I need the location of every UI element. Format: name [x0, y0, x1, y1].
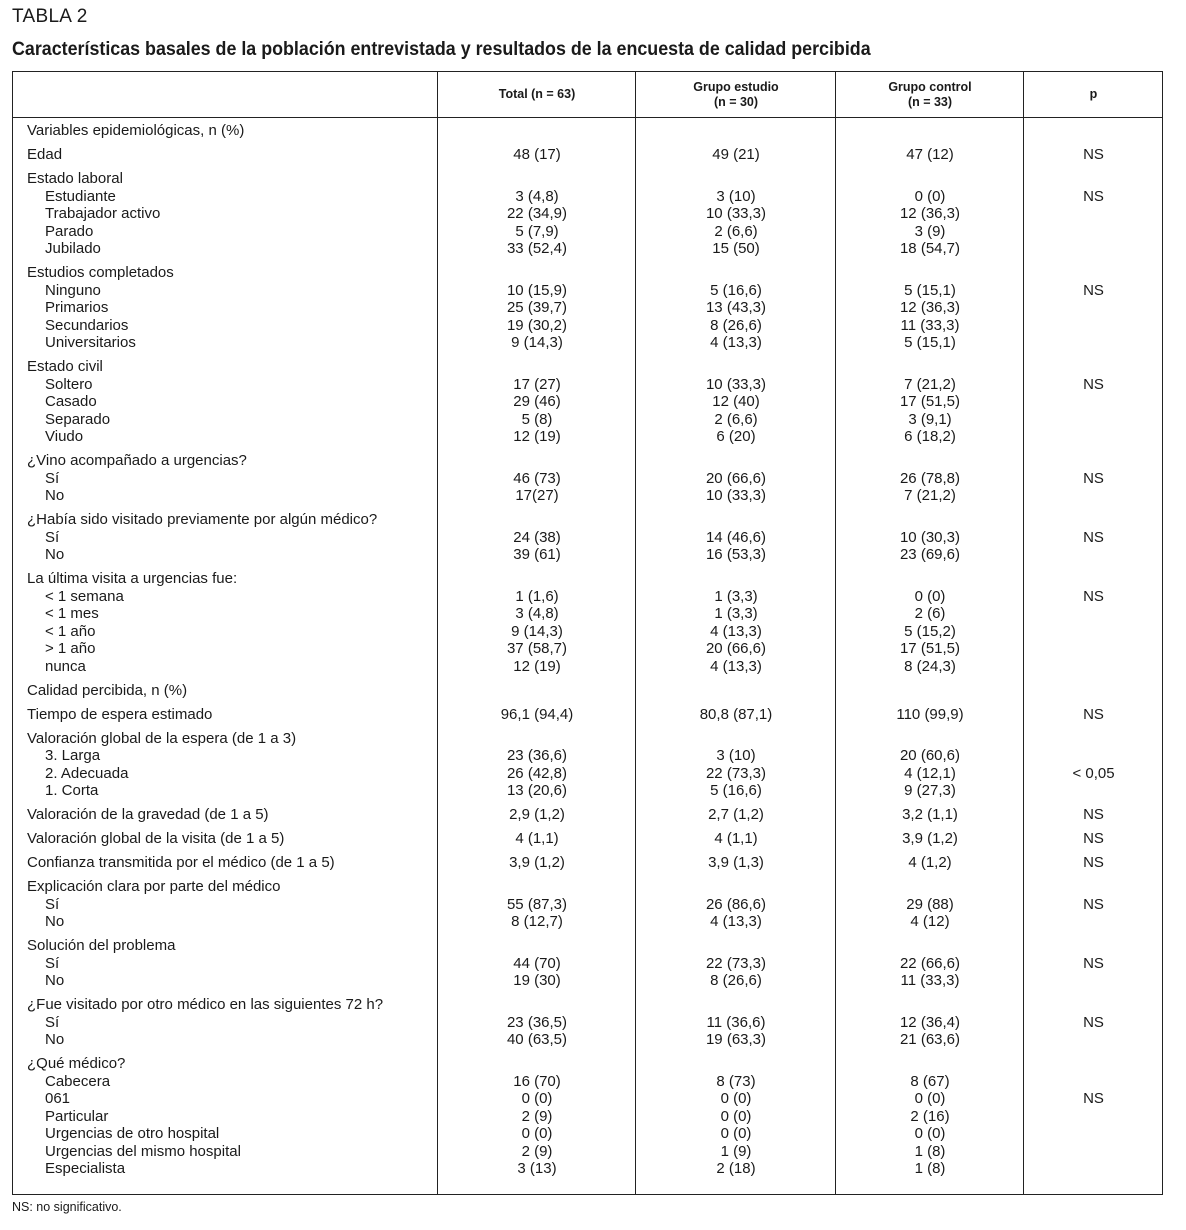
cell-p-value: NS [1083, 469, 1104, 487]
table-row [13, 122, 1162, 140]
cell-total: 16 (70) [513, 1072, 561, 1090]
cell-p-value: NS [1083, 806, 1104, 823]
cell-grupo-estudio: 3 (10) [716, 187, 756, 205]
row-label: 2. Adecuada [45, 764, 129, 782]
row-label: Urgencias de otro hospital [45, 1125, 220, 1142]
table-row [13, 170, 1162, 188]
row-label: Casado [45, 393, 97, 410]
cell-total: 29 (46) [513, 393, 561, 410]
cell-grupo-control: 7 (21,2) [904, 487, 956, 504]
table-row [13, 747, 1162, 765]
table-row [13, 146, 1162, 164]
cell-grupo-estudio: 20 (66,6) [705, 640, 767, 657]
row-label: Calidad percibida, n (%) [27, 681, 188, 699]
table-row [13, 1125, 1162, 1143]
cell-grupo-control: 11 (33,3) [900, 972, 960, 989]
cell-grupo-estudio: 5 (16,6) [710, 782, 762, 799]
header-total [439, 72, 635, 117]
cell-grupo-control: 23 (69,6) [899, 546, 961, 563]
table-row [13, 972, 1162, 990]
cell-total: 17 (27) [513, 375, 561, 393]
cell-grupo-control: 0 (0) [914, 187, 946, 205]
cell-total: 3 (13) [517, 1160, 557, 1177]
cell-total: 0 (0) [521, 1090, 553, 1107]
row-label: Viudo [45, 428, 84, 445]
cell-grupo-estudio: 0 (0) [720, 1107, 752, 1125]
row-label: Urgencias del mismo hospital [45, 1142, 241, 1160]
row-label: ¿Qué médico? [27, 1055, 126, 1072]
cell-grupo-control: 26 (78,8) [899, 469, 961, 487]
table-row [13, 682, 1162, 700]
table-row [13, 393, 1162, 411]
header-grupo-estudio [637, 72, 835, 117]
cell-grupo-estudio: 0 (0) [720, 1125, 752, 1142]
cell-total: 4 (1,1) [515, 830, 559, 847]
cell-grupo-control: 0 (0) [914, 1125, 946, 1142]
header-grupo-control [837, 72, 1023, 117]
row-label: No [45, 913, 65, 930]
cell-grupo-control: 6 (18,2) [904, 428, 956, 445]
row-label: Estado laboral [27, 170, 123, 187]
cell-grupo-control: 20 (60,6) [899, 747, 961, 764]
table-row [13, 706, 1162, 724]
table-row [13, 411, 1162, 429]
cell-total: 2 (9) [521, 1107, 553, 1125]
row-label: Soltero [45, 375, 93, 393]
row-label: Trabajador activo [45, 205, 161, 222]
cell-grupo-control: 22 (66,6) [899, 954, 961, 972]
cell-total: 10 (15,9) [506, 281, 568, 299]
cell-total: 5 (7,9) [515, 222, 559, 240]
table-row [13, 955, 1162, 973]
cell-p-value: NS [1083, 281, 1104, 299]
cell-total: 12 (19) [513, 428, 561, 445]
row-label: Estudiante [45, 187, 116, 205]
table-row [13, 878, 1162, 896]
row-label: 3. Larga [45, 747, 101, 764]
cell-total: 1 (1,6) [515, 587, 559, 605]
table-row [13, 376, 1162, 394]
cell-grupo-estudio: 1 (9) [720, 1142, 752, 1160]
cell-grupo-control: 2 (16) [910, 1107, 950, 1125]
cell-total: 5 (8) [521, 410, 553, 428]
table-row [13, 1073, 1162, 1091]
cell-total: 3 (4,8) [515, 187, 559, 205]
cell-total: 2,9 (1,2) [509, 806, 565, 823]
table-row [13, 765, 1162, 783]
cell-grupo-control: 4 (1,2) [908, 854, 952, 871]
cell-total: 23 (36,6) [506, 747, 568, 764]
table-row [13, 913, 1162, 931]
table-row [13, 264, 1162, 282]
row-label: < 1 año [45, 622, 96, 640]
row-label: ¿Vino acompañado a urgencias? [27, 452, 247, 469]
cell-grupo-control: 21 (63,6) [899, 1031, 961, 1048]
cell-grupo-control: 11 (33,3) [900, 316, 960, 334]
cell-p-value: NS [1083, 528, 1104, 546]
cell-grupo-estudio: 12 (40) [712, 393, 760, 410]
cell-grupo-control: 17 (51,5) [899, 393, 961, 410]
cell-grupo-control: 3,9 (1,2) [902, 830, 958, 847]
cell-grupo-estudio: 19 (63,3) [705, 1031, 767, 1048]
cell-total: 3,9 (1,2) [509, 854, 565, 871]
row-label: Confianza transmitida por el médico (de 1 a 5) [27, 854, 335, 871]
row-label: 061 [45, 1090, 71, 1107]
row-label: Variables epidemiológicas, n (%) [27, 122, 245, 139]
cell-grupo-estudio: 4 (13,3) [710, 334, 762, 351]
row-label: ¿Había sido visitado previamente por algún médico? [27, 511, 378, 528]
header-total-label: Total (n = 63) [498, 87, 576, 101]
row-label: No [45, 546, 65, 563]
cell-grupo-estudio: 15 (50) [712, 240, 760, 257]
table-row [13, 830, 1162, 848]
table-row [13, 223, 1162, 241]
cell-grupo-estudio: 3 (10) [716, 747, 756, 764]
table-row [13, 658, 1162, 676]
cell-p-value: NS [1083, 375, 1104, 393]
cell-grupo-estudio: 4 (1,1) [714, 830, 758, 847]
cell-grupo-estudio: 2 (6,6) [714, 222, 758, 240]
header-p-value [1025, 72, 1162, 117]
cell-grupo-estudio: 2,7 (1,2) [708, 806, 764, 823]
cell-grupo-estudio: 22 (73,3) [705, 954, 767, 972]
cell-total: 22 (34,9) [506, 205, 568, 222]
row-label: Sí [45, 528, 60, 546]
table-row [13, 529, 1162, 547]
cell-grupo-estudio: 26 (86,6) [705, 895, 767, 913]
table-row [13, 623, 1162, 641]
cell-grupo-estudio: 0 (0) [720, 1090, 752, 1107]
cell-grupo-control: 18 (54,7) [899, 240, 961, 257]
cell-grupo-estudio: 8 (73) [716, 1072, 756, 1090]
header-grupo-estudio-line1: Grupo estudio [693, 79, 779, 94]
row-label: Estado civil [27, 358, 103, 375]
cell-total: 37 (58,7) [506, 640, 568, 657]
row-label: La última visita a urgencias fue: [27, 570, 238, 587]
cell-grupo-estudio: 10 (33,3) [705, 375, 767, 393]
table-title: Características basales de la población entrevistada y resultados de la encuesta de calidad percibida [12, 39, 871, 60]
table-row [13, 854, 1162, 872]
table-header [13, 72, 1162, 118]
row-label: Sí [45, 1013, 60, 1031]
cell-grupo-estudio: 6 (20) [716, 428, 756, 445]
cell-p-value: NS [1083, 1013, 1104, 1031]
cell-total: 0 (0) [521, 1125, 553, 1142]
cell-grupo-estudio: 2 (18) [716, 1160, 756, 1177]
cell-grupo-estudio: 10 (33,3) [705, 205, 767, 222]
footnote: NS: no significativo. [12, 1200, 122, 1214]
cell-total: 2 (9) [521, 1142, 553, 1160]
table-row [13, 299, 1162, 317]
cell-grupo-control: 29 (88) [906, 895, 954, 913]
header-grupo-control-line1: Grupo control [888, 79, 972, 94]
row-label: Jubilado [45, 240, 101, 257]
row-label: 1. Corta [45, 782, 99, 799]
cell-grupo-estudio: 1 (3,3) [714, 587, 758, 605]
cell-total: 17(27) [515, 487, 559, 504]
cell-grupo-control: 12 (36,4) [899, 1013, 961, 1031]
row-label: Secundarios [45, 316, 129, 334]
header-grupo-control-line2: (n = 33) [907, 94, 953, 109]
row-label: Universitarios [45, 334, 136, 351]
cell-grupo-control: 5 (15,2) [904, 622, 956, 640]
row-label: < 1 semana [45, 587, 124, 605]
cell-grupo-estudio: 22 (73,3) [705, 764, 767, 782]
row-label: Estudios completados [27, 264, 174, 281]
table-row [13, 334, 1162, 352]
cell-total: 46 (73) [513, 469, 561, 487]
cell-grupo-estudio: 5 (16,6) [710, 281, 762, 299]
table-row [13, 1014, 1162, 1032]
table-label: TABLA 2 [12, 6, 88, 27]
cell-grupo-control: 5 (15,1) [904, 281, 956, 299]
row-label: Especialista [45, 1160, 126, 1177]
cell-total: 55 (87,3) [506, 895, 568, 913]
cell-grupo-control: 12 (36,3) [899, 299, 961, 316]
cell-grupo-control: 9 (27,3) [904, 782, 956, 799]
table-row [13, 546, 1162, 564]
table-row [13, 782, 1162, 800]
table-row [13, 1108, 1162, 1126]
cell-p-value: NS [1083, 895, 1104, 913]
cell-total: 8 (12,7) [511, 913, 563, 930]
row-label: Edad [27, 146, 63, 163]
table-row [13, 1031, 1162, 1049]
row-label: Cabecera [45, 1072, 111, 1090]
cell-grupo-estudio: 10 (33,3) [705, 487, 767, 504]
cell-grupo-control: 1 (8) [914, 1142, 946, 1160]
cell-grupo-estudio: 4 (13,3) [710, 657, 762, 675]
table-row [13, 937, 1162, 955]
cell-grupo-control: 7 (21,2) [904, 375, 956, 393]
cell-grupo-control: 2 (6) [914, 605, 946, 622]
table-row [13, 511, 1162, 529]
cell-total: 23 (36,5) [506, 1013, 568, 1031]
row-label: Separado [45, 410, 111, 428]
cell-total: 9 (14,3) [511, 334, 563, 351]
row-label: Sí [45, 895, 60, 913]
row-label: > 1 año [45, 640, 96, 657]
cell-grupo-estudio: 4 (13,3) [710, 622, 762, 640]
table-row [13, 1090, 1162, 1108]
row-label: No [45, 1031, 65, 1048]
cell-grupo-estudio: 4 (13,3) [710, 913, 762, 930]
cell-p-value: NS [1083, 587, 1104, 605]
cell-total: 48 (17) [513, 146, 561, 163]
row-label: Valoración global de la espera (de 1 a 3) [27, 729, 297, 747]
cell-total: 33 (52,4) [506, 240, 568, 257]
cell-grupo-control: 1 (8) [914, 1160, 946, 1177]
cell-grupo-control: 4 (12) [910, 913, 950, 930]
row-label: < 1 mes [45, 605, 99, 622]
row-label: Solución del problema [27, 937, 176, 954]
table-row [13, 240, 1162, 258]
cell-grupo-control: 110 (99,9) [896, 705, 964, 723]
cell-total: 24 (38) [513, 528, 561, 546]
cell-grupo-control: 3,2 (1,1) [902, 806, 958, 823]
cell-p-value: NS [1083, 705, 1104, 723]
table-row [13, 487, 1162, 505]
table-row [13, 1055, 1162, 1073]
table-row [13, 640, 1162, 658]
cell-p-value: NS [1083, 854, 1104, 871]
cell-grupo-control: 3 (9) [914, 222, 946, 240]
header-grupo-estudio-line2: (n = 30) [713, 94, 759, 109]
table-row [13, 358, 1162, 376]
cell-grupo-estudio: 1 (3,3) [714, 605, 758, 622]
row-label: nunca [45, 657, 86, 675]
table-row [13, 1160, 1162, 1178]
table-row [13, 806, 1162, 824]
cell-grupo-estudio: 49 (21) [712, 146, 760, 163]
cell-total: 25 (39,7) [506, 299, 568, 316]
row-label: No [45, 487, 65, 504]
header-p-label: p [1089, 87, 1098, 101]
cell-p-value: < 0,05 [1072, 764, 1115, 782]
row-label: Valoración global de la visita (de 1 a 5) [27, 830, 285, 847]
cell-p-value: NS [1083, 1090, 1104, 1107]
table-row [13, 428, 1162, 446]
table-row [13, 205, 1162, 223]
row-label: ¿Fue visitado por otro médico en las siguientes 72 h? [27, 996, 384, 1013]
table-row [13, 605, 1162, 623]
table-row [13, 452, 1162, 470]
cell-total: 44 (70) [513, 954, 561, 972]
table-row [13, 470, 1162, 488]
cell-total: 26 (42,8) [506, 764, 568, 782]
cell-total: 39 (61) [513, 546, 561, 563]
cell-grupo-control: 0 (0) [914, 587, 946, 605]
table-row [13, 896, 1162, 914]
cell-p-value: NS [1083, 830, 1104, 847]
cell-grupo-estudio: 80,8 (87,1) [699, 705, 773, 723]
cell-total: 19 (30) [513, 972, 561, 989]
cell-grupo-control: 10 (30,3) [899, 528, 961, 546]
cell-grupo-control: 47 (12) [906, 146, 954, 163]
table-row [13, 996, 1162, 1014]
row-label: No [45, 972, 65, 989]
row-label: Tiempo de espera estimado [27, 705, 213, 723]
cell-grupo-control: 5 (15,1) [904, 334, 956, 351]
row-label: Explicación clara por parte del médico [27, 878, 281, 895]
cell-grupo-control: 8 (24,3) [904, 657, 956, 675]
cell-grupo-estudio: 20 (66,6) [705, 469, 767, 487]
table-row [13, 730, 1162, 748]
row-label: Particular [45, 1107, 109, 1125]
cell-p-value: NS [1083, 146, 1104, 163]
cell-grupo-control: 17 (51,5) [899, 640, 961, 657]
cell-total: 13 (20,6) [506, 782, 568, 799]
cell-grupo-estudio: 11 (36,6) [706, 1013, 766, 1031]
cell-grupo-control: 4 (12,1) [904, 764, 956, 782]
cell-total: 40 (63,5) [506, 1031, 568, 1048]
row-label: Primarios [45, 299, 109, 316]
cell-grupo-control: 0 (0) [914, 1090, 946, 1107]
row-label: Valoración de la gravedad (de 1 a 5) [27, 806, 269, 823]
row-label: Ninguno [45, 281, 101, 299]
row-label: Sí [45, 954, 60, 972]
row-label: Sí [45, 469, 60, 487]
cell-grupo-estudio: 14 (46,6) [705, 528, 767, 546]
cell-total: 96,1 (94,4) [500, 705, 574, 723]
table-row [13, 188, 1162, 206]
table-row [13, 282, 1162, 300]
table-row [13, 588, 1162, 606]
cell-total: 3 (4,8) [515, 605, 559, 622]
cell-grupo-estudio: 8 (26,6) [710, 316, 762, 334]
table-row [13, 570, 1162, 588]
cell-grupo-control: 8 (67) [910, 1072, 950, 1090]
cell-grupo-estudio: 2 (6,6) [714, 410, 758, 428]
cell-p-value: NS [1083, 187, 1104, 205]
cell-total: 12 (19) [513, 657, 561, 675]
cell-grupo-estudio: 13 (43,3) [705, 299, 767, 316]
cell-p-value: NS [1083, 954, 1104, 972]
data-table [12, 71, 1163, 1195]
row-label: Parado [45, 222, 94, 240]
cell-total: 9 (14,3) [511, 622, 563, 640]
cell-total: 19 (30,2) [506, 316, 568, 334]
cell-grupo-estudio: 3,9 (1,3) [708, 854, 764, 871]
cell-grupo-estudio: 16 (53,3) [705, 546, 767, 563]
cell-grupo-control: 3 (9,1) [908, 410, 952, 428]
cell-grupo-estudio: 8 (26,6) [710, 972, 762, 989]
cell-grupo-control: 12 (36,3) [899, 205, 961, 222]
table-row [13, 1143, 1162, 1161]
table-row [13, 317, 1162, 335]
